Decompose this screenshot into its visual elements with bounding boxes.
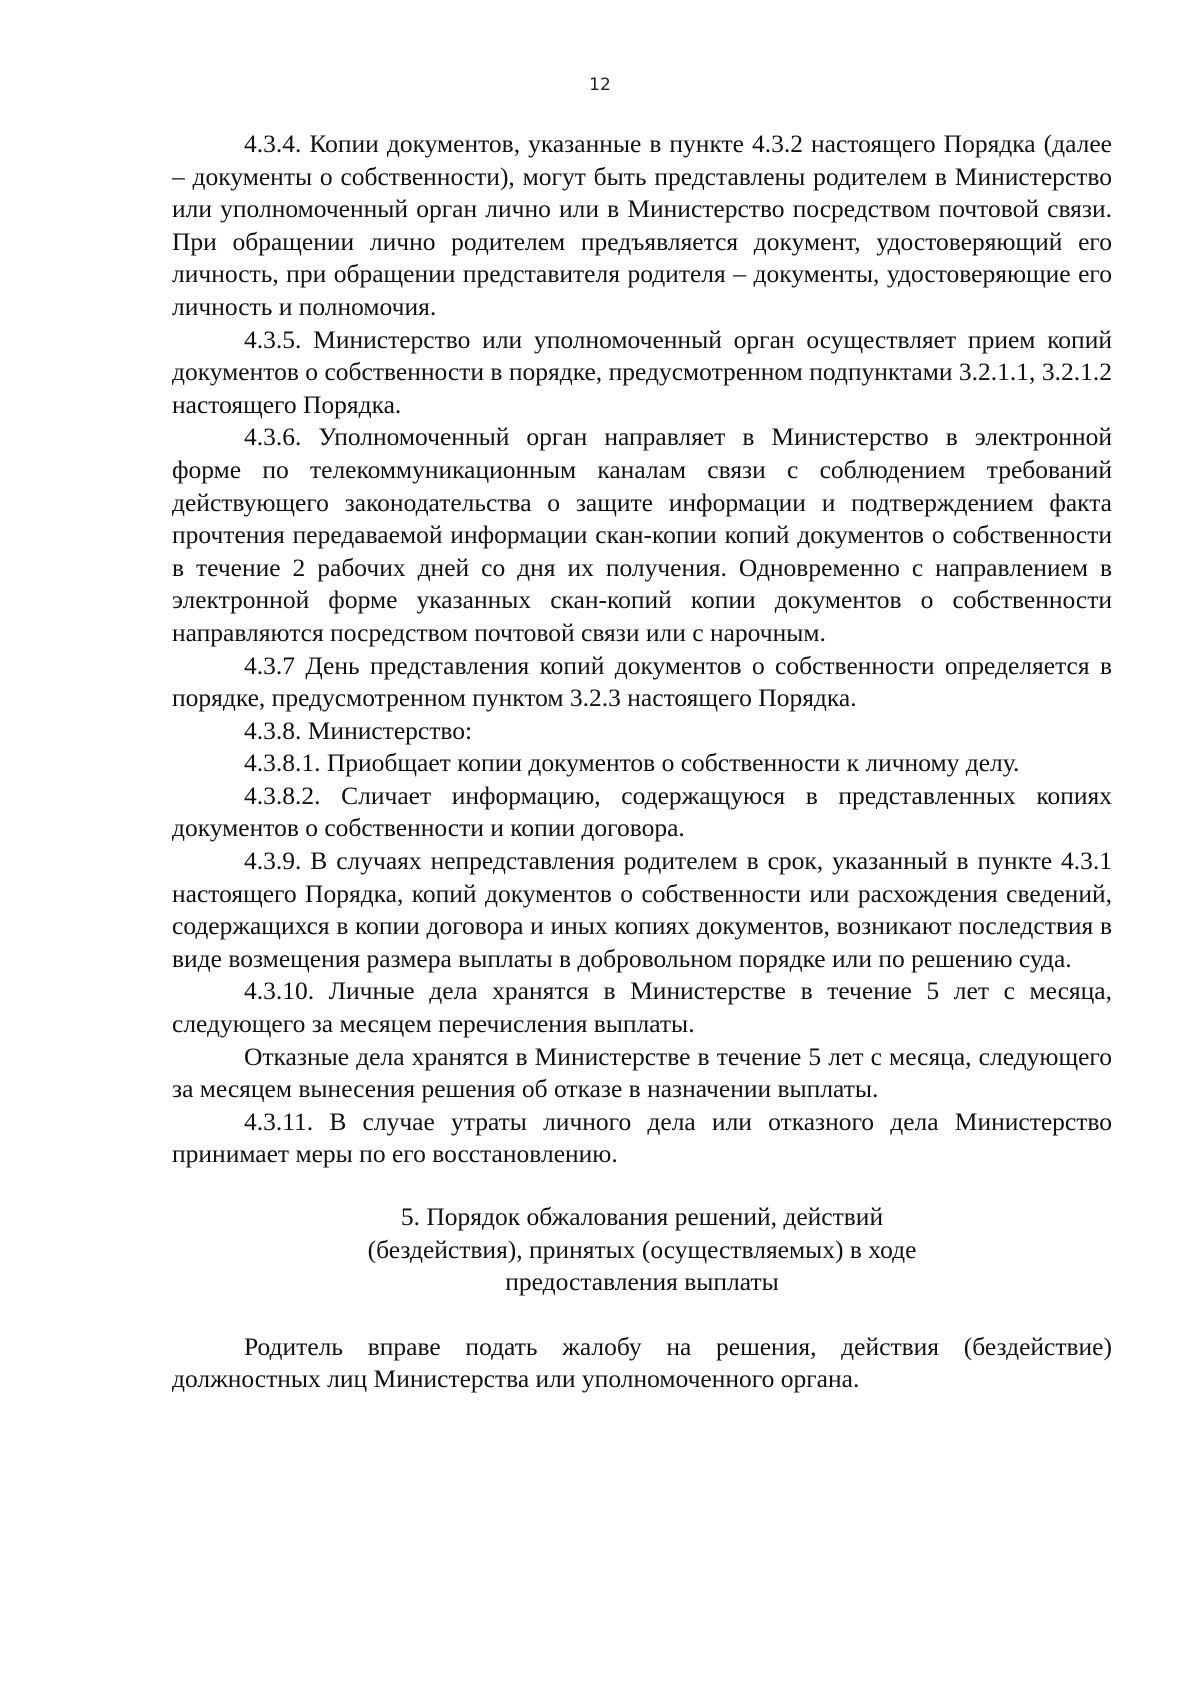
paragraph-4-3-8-2: 4.3.8.2. Сличает информацию, содержащуюся в представленных копиях документов о собственности и копии договора. [172,780,1112,843]
section-5-heading [172,1201,1112,1299]
section-heading-line-1: 5. Порядок обжалования решений, действий [400,1202,884,1231]
paragraph-4-3-8: 4.3.8. Министерство: [244,715,473,745]
paragraph-4-3-4: 4.3.4. Копии документов, указанные в пункте 4.3.2 настоящего Порядка (далее – документы о собственности), могут быть представлены родителем в Министерство или уполномоченный орган лично или в Министерство посредством почтовой связи. При обращении лично родителем предъявляется документ, удостоверяющий его личность, при обращении представителя родителя – документы, удостоверяющие его личность и полномочия. [172,129,1112,321]
paragraph-complaint-right: Родитель вправе подать жалобу на решения, действия (бездействие) должностных лиц Министерства или уполномоченного органа. [172,1331,1112,1394]
section-heading-line-3: предоставления выплаты [505,1267,779,1297]
paragraph-refusal-files: Отказные дела хранятся в Министерстве в течение 5 лет с месяца, следующего за месяцем вынесения решения об отказе в назначении выплаты. [172,1041,1112,1104]
paragraph-4-3-8-1: 4.3.8.1. Приобщает копии документов о собственности к личному делу. [244,748,1020,778]
page-number: 12 [589,75,611,95]
paragraph-4-3-5: 4.3.5. Министерство или уполномоченный орган осуществляет прием копий документов о собственности в порядке, предусмотренном подпунктами 3.2.1.1, 3.2.1.2 настоящего Порядка. [172,324,1112,419]
paragraph-4-3-6: 4.3.6. Уполномоченный орган направляет в Министерство в электронной форме по телекоммуникационным каналам связи с соблюдением требований действующего законодательства о защите информации и подтверждением факта прочтения передаваемой информации скан-копии копий документов о собственности в течение 2 рабочих дней со дня их получения. Одновременно с направлением в электронной форме указанных скан-копий копии документов о собственности направляются посредством почтовой связи или с нарочным. [172,422,1112,647]
document-body [172,128,1112,1396]
paragraph-4-3-11: 4.3.11. В случае утраты личного дела или отказного дела Министерство принимает меры по его восстановлению. [172,1106,1112,1169]
paragraph-4-3-10: 4.3.10. Личные дела хранятся в Министерстве в течение 5 лет с месяца, следующего за месяцем перечисления выплаты. [172,976,1112,1039]
paragraph-4-3-9: 4.3.9. В случаях непредставления родителем в срок, указанный в пункте 4.3.1 настоящего Порядка, копий документов о собственности или расхождения сведений, содержащихся в копии договора и иных копиях документов, возникают последствия в виде возмещения размера выплаты в добровольном порядке или по решению суда. [172,846,1112,973]
section-heading-line-2: (бездействия), принятых (осуществляемых) в ходе [367,1234,917,1264]
paragraph-4-3-7: 4.3.7 День представления копий документов о собственности определяется в порядке, предусмотренном пунктом 3.2.3 настоящего Порядка. [172,650,1112,713]
